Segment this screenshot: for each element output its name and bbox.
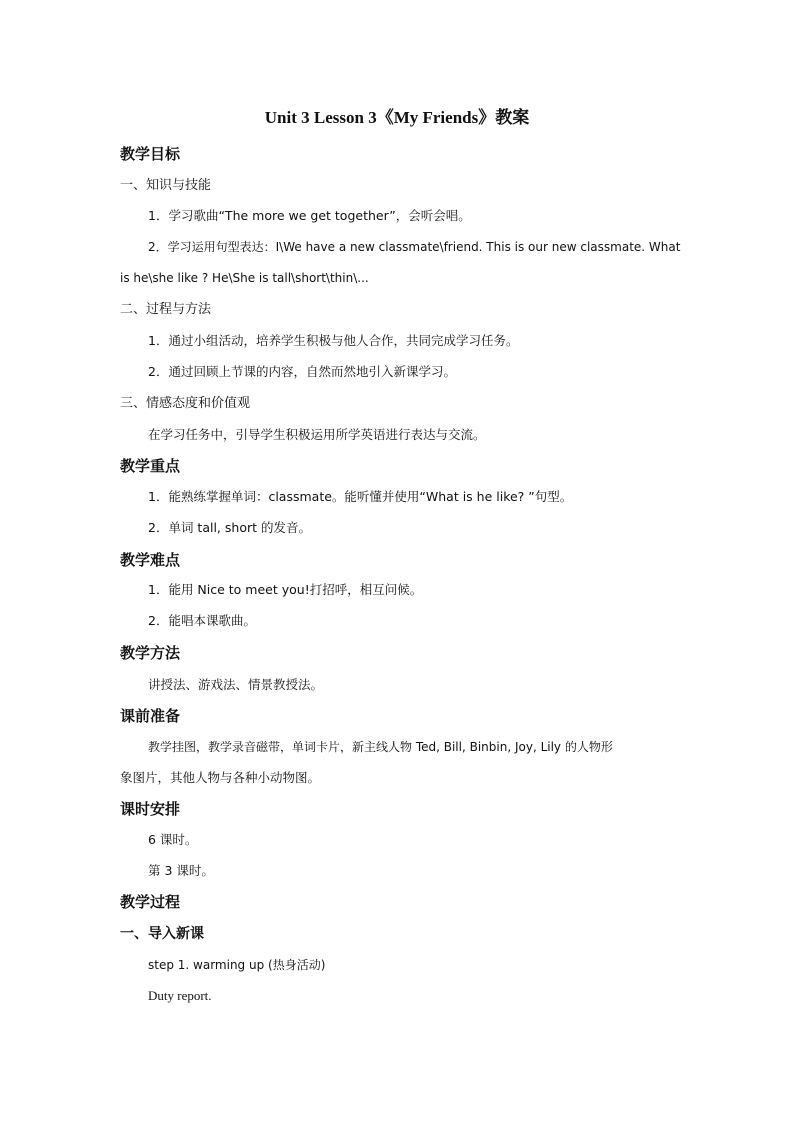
- section-heading-key-points: 教学重点: [120, 457, 181, 475]
- procedure-step-1: step 1. warming up (热身活动): [148, 958, 326, 972]
- subhead-emotion: 三、情感态度和价值观: [120, 396, 251, 411]
- knowledge-item-2-line-1: 2．学习运用句型表达：I\We have a new classmate\friend. This is our new classmate. What: [148, 240, 681, 254]
- preparation-line-1: 教学挂图，教学录音磁带，单词卡片，新主线人物 Ted, Bill, Binbin, Joy, Lily 的人物形: [148, 740, 613, 754]
- difficulties-item-2: 2．能唱本课歌曲。: [148, 613, 256, 628]
- process-item-1: 1．通过小组活动，培养学生积极与他人合作，共同完成学习任务。: [148, 333, 519, 348]
- process-item-2: 2．通过回顾上节课的内容，自然而然地引入新课学习。: [148, 364, 456, 379]
- procedure-duty-report: Duty report.: [148, 988, 212, 1003]
- knowledge-item-1: 1．学习歌曲“The more we get together”，会听会唱。: [148, 208, 471, 223]
- subhead-knowledge: 一、知识与技能: [120, 178, 212, 193]
- document-title: Unit 3 Lesson 3《My Friends》教案: [264, 108, 530, 127]
- section-heading-methods: 教学方法: [120, 644, 181, 662]
- key-points-item-2: 2．单词 tall, short 的发音。: [148, 520, 311, 535]
- methods-text: 讲授法、游戏法、情景教授法。: [148, 677, 324, 692]
- knowledge-item-2-line-2: is he\she like ? He\She is tall\short\thin\...: [120, 271, 369, 285]
- section-heading-difficulties: 教学难点: [120, 551, 181, 569]
- key-points-item-1: 1．能熟练掌握单词：classmate。能听懂并使用“What is he like? ”句型。: [148, 489, 573, 504]
- schedule-line-2: 第 3 课时。: [148, 863, 214, 878]
- section-heading-schedule: 课时安排: [120, 800, 181, 818]
- preparation-line-2: 象图片，其他人物与各种小动物图。: [120, 770, 321, 785]
- section-heading-preparation: 课前准备: [120, 707, 181, 725]
- subhead-introduction: 一、导入新课: [120, 926, 204, 942]
- schedule-line-1: 6 课时。: [148, 832, 198, 847]
- difficulties-item-1: 1．能用 Nice to meet you!打招呼，相互问候。: [148, 582, 423, 597]
- section-heading-goals: 教学目标: [120, 145, 181, 163]
- section-heading-procedure: 教学过程: [120, 893, 181, 911]
- subhead-process: 二、过程与方法: [120, 302, 212, 317]
- emotion-text: 在学习任务中，引导学生积极运用所学英语进行表达与交流。: [148, 427, 486, 442]
